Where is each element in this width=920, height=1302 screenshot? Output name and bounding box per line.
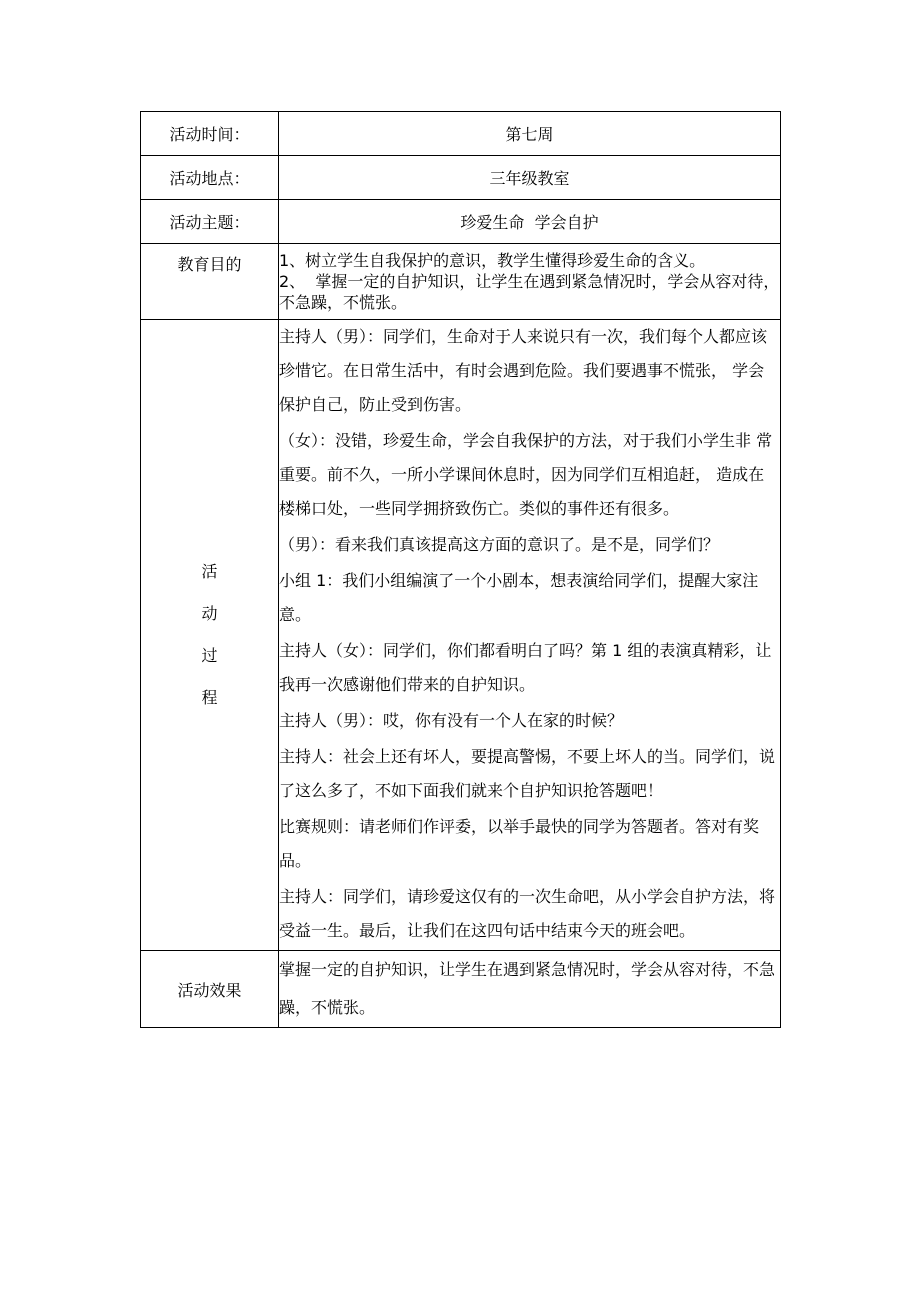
goal-line-1: 1、树立学生自我保护的意识，教学生懂得珍爱生命的含义。 — [279, 251, 706, 270]
table-row-theme — [141, 200, 781, 244]
table-row-effect — [141, 951, 781, 1028]
process-label-char: 程 — [201, 688, 218, 707]
table-row-process — [141, 320, 781, 951]
process-content — [279, 320, 781, 951]
process-label-char: 活 — [201, 562, 218, 581]
goal-line-2: 2、 掌握一定的自护知识，让学生在遇到紧急情况时，学会从容对待，不急躁，不慌张。 — [279, 272, 780, 312]
process-label — [141, 320, 279, 951]
theme-value: 珍爱生命 学会自护 — [279, 200, 781, 244]
process-paragraph: （女）：没错，珍爱生命，学会自我保护的方法，对于我们小学生非 常重要。前不久，一所小学课间休息时，因为同学们互相追赶， 造成在楼梯口处，一些同学拥挤致伤亡。类似的事件还有很多。 — [279, 431, 773, 518]
process-paragraph: 主持人（女）：同学们，你们都看明白了吗？第 1 组的表演真精彩，让我再一次感谢他们带来的自护知识。 — [279, 641, 772, 694]
place-label: 活动地点： — [141, 156, 279, 200]
process-paragraph: 主持人：社会上还有坏人，要提高警惕，不要上坏人的当。同学们，说了这么多了，不如下面我们就来个自护知识抢答题吧！ — [279, 747, 776, 800]
place-value: 三年级教室 — [279, 156, 781, 200]
theme-label: 活动主题： — [141, 200, 279, 244]
effect-label: 活动效果 — [141, 951, 279, 1028]
process-paragraph: 主持人：同学们，请珍爱这仅有的一次生命吧，从小学会自护方法，将受益一生。最后，让我们在这四句话中结束今天的班会吧。 — [279, 887, 776, 940]
process-paragraph: 小组 1：我们小组编演了一个小剧本，想表演给同学们，提醒大家注意。 — [279, 571, 759, 624]
process-paragraph: 主持人（男）：同学们，生命对于人来说只有一次，我们每个人都应该 珍惜它。在日常生活中，有时会遇到危险。我们要遇事不慌张， 学会保护自己，防止受到伤害。 — [279, 327, 768, 414]
activity-plan-table — [140, 111, 781, 1028]
table-row-goal — [141, 244, 781, 320]
goal-label: 教育目的 — [141, 244, 279, 320]
time-value: 第七周 — [279, 112, 781, 156]
process-paragraph: 主持人（男）：哎，你有没有一个人在家的时候？ — [279, 711, 624, 730]
process-paragraph: （男）：看来我们真该提高这方面的意识了。是不是，同学们？ — [279, 535, 720, 554]
process-label-char: 动 — [201, 604, 218, 623]
goal-content — [279, 244, 781, 320]
time-label: 活动时间： — [141, 112, 279, 156]
table-row-place — [141, 156, 781, 200]
process-label-char: 过 — [201, 646, 218, 665]
process-paragraph: 比赛规则：请老师们作评委，以举手最快的同学为答题者。答对有奖品。 — [279, 817, 760, 870]
effect-value: 掌握一定的自护知识，让学生在遇到紧急情况时，学会从容对待，不急躁，不慌张。 — [279, 951, 781, 1028]
table-row-time — [141, 112, 781, 156]
